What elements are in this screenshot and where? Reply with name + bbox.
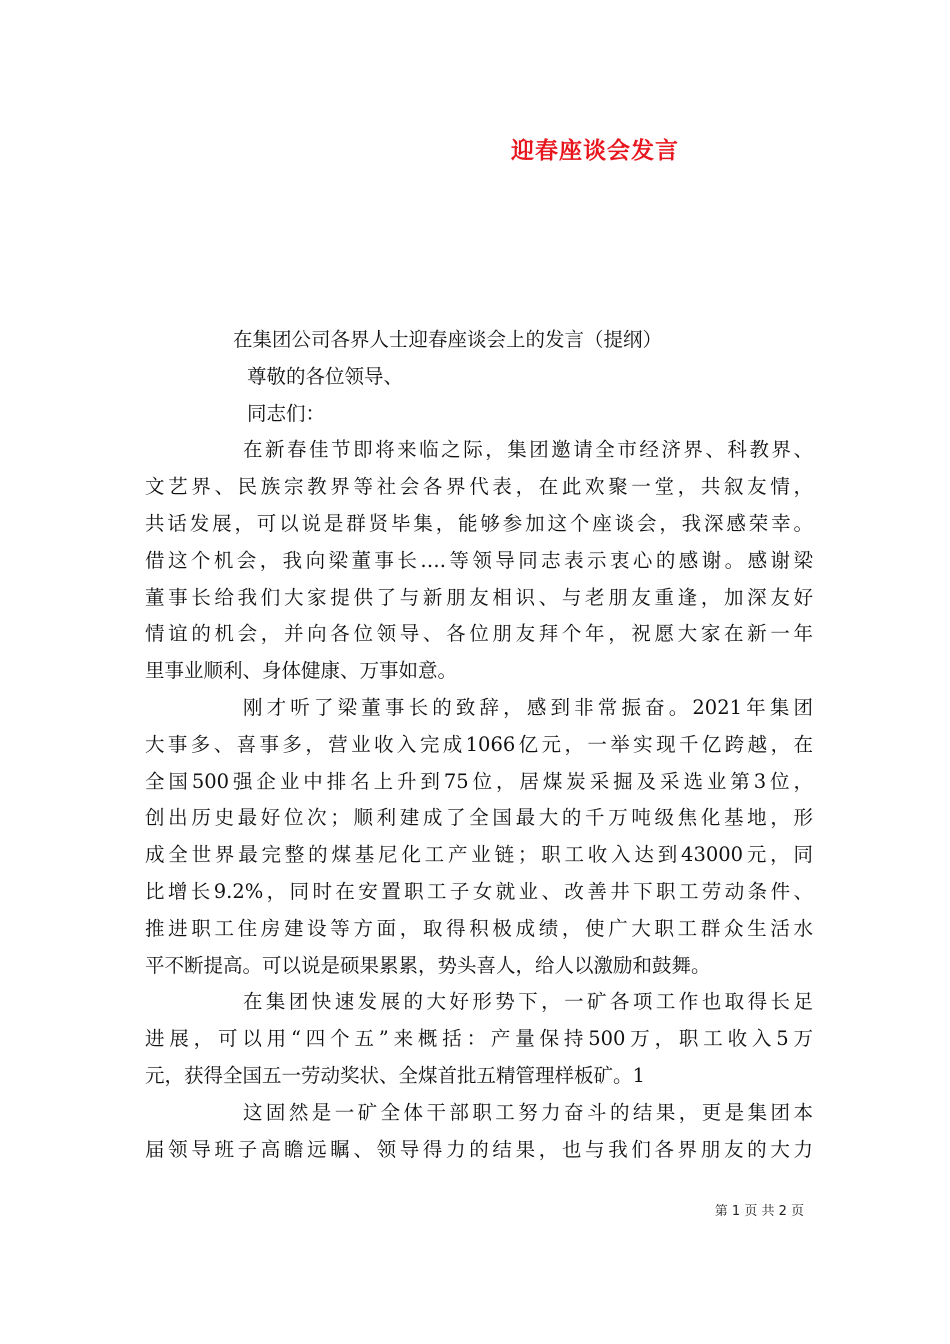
greeting-line: 尊敬的各位领导、 (247, 364, 404, 388)
paragraph-line: 刚才听了梁董事长的致辞，感到非常振奋。2021年集团 (243, 695, 813, 719)
document-subtitle: 在集团公司各界人士迎春座谈会上的发言（提纲） (233, 328, 663, 351)
paragraph-1 (145, 432, 813, 690)
paragraph-line: 这固然是一矿全体干部职工努力奋斗的结果，更是集团本 (243, 1100, 813, 1124)
paragraph-line: 全国500强企业中排名上升到75位，居煤炭采掘及采选业第3位， (145, 769, 813, 793)
paragraph-line: 元，获得全国五一劳动奖状、全煤首批五精管理样板矿。1 (145, 1063, 645, 1087)
paragraph-4 (145, 1095, 813, 1169)
paragraph-line: 创出历史最好位次；顺利建成了全国最大的千万吨级焦化基地，形 (145, 806, 813, 830)
paragraph-line: 文艺界、民族宗教界等社会各界代表，在此欢聚一堂，共叙友情， (145, 475, 813, 499)
paragraph-line: 推进职工住房建设等方面，取得积极成绩，使广大职工群众生活水 (145, 916, 813, 940)
paragraph-line: 情谊的机会，并向各位领导、各位朋友拜个年，祝愿大家在新一年 (145, 622, 813, 646)
paragraph-line: 董事长给我们大家提供了与新朋友相识、与老朋友重逢，加深友好 (145, 585, 813, 609)
document-body (145, 322, 813, 1168)
paragraph-line: 借这个机会，我向梁董事长….等领导同志表示衷心的感谢。感谢梁 (145, 548, 813, 572)
paragraph-2 (145, 690, 813, 984)
document-title: 迎春座谈会发言 (511, 138, 679, 164)
paragraph-line: 进展，可以用“四个五”来概括：产量保持500万，职工收入5万 (145, 1027, 813, 1051)
paragraph-3 (145, 984, 813, 1094)
paragraph-line: 平不断提高。可以说是硕果累累，势头喜人，给人以激励和鼓舞。 (145, 953, 711, 977)
greeting-line: 同志们： (247, 401, 326, 425)
paragraph-line: 里事业顺利、身体健康、万事如意。 (145, 659, 458, 683)
page-number-footer: 第 1 页 共 2 页 (714, 1204, 804, 1219)
paragraph-line: 共话发展，可以说是群贤毕集，能够参加这个座谈会，我深感荣幸。 (145, 511, 813, 535)
paragraph-line: 在新春佳节即将来临之际，集团邀请全市经济界、科教界、 (243, 438, 813, 462)
paragraph-line: 大事多、喜事多，营业收入完成1066亿元，一举实现千亿跨越，在 (145, 732, 813, 756)
paragraph-line: 在集团快速发展的大好形势下，一矿各项工作也取得长足 (243, 990, 813, 1014)
paragraph-line: 比增长9.2%，同时在安置职工子女就业、改善井下职工劳动条件、 (145, 879, 813, 903)
paragraph-line: 成全世界最完整的煤基尼化工产业链；职工收入达到43000元，同 (145, 843, 813, 867)
paragraph-line: 届领导班子高瞻远瞩、领导得力的结果，也与我们各界朋友的大力 (145, 1137, 813, 1161)
